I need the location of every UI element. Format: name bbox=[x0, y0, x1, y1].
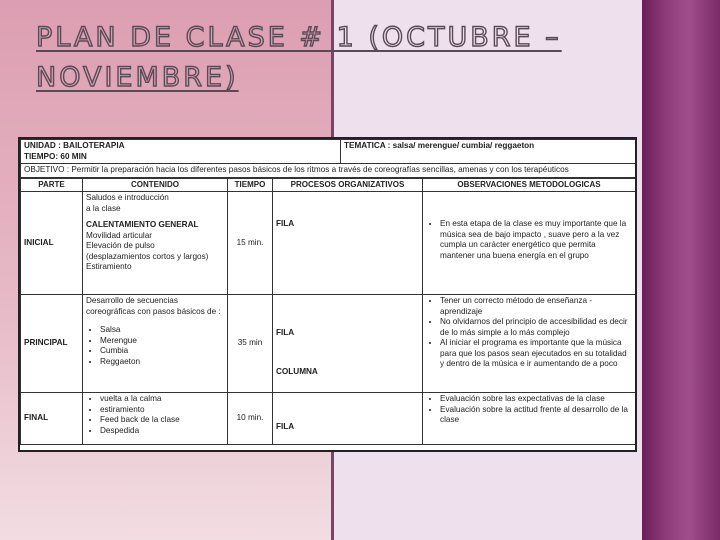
header-contenido: CONTENIDO bbox=[83, 178, 228, 192]
content-line: Saludos e introducción bbox=[86, 193, 169, 202]
proc-text: COLUMNA bbox=[276, 366, 318, 376]
tiempo-final: 10 min. bbox=[228, 393, 273, 445]
tematica-cell: TEMATICA : salsa/ merengue/ cumbia/ reggaeton bbox=[341, 140, 636, 164]
header-tiempo: TIEMPO bbox=[228, 178, 273, 192]
closing-list bbox=[86, 394, 224, 436]
obs-inicial bbox=[423, 192, 636, 295]
list-item: • Salsa bbox=[100, 325, 224, 336]
content-line: a la clase bbox=[86, 203, 121, 213]
lesson-plan-document bbox=[18, 137, 637, 452]
list-item: • vuelta a la calma bbox=[100, 394, 224, 405]
objetivo-text: OBJETIVO : Permitir la preparación hacia los diferentes pasos básicos de los ritmos a través de coreografías sencillas, amenas y con los terapéuticos bbox=[24, 165, 569, 174]
spacer bbox=[276, 193, 419, 219]
obs-list bbox=[426, 394, 632, 426]
rhythm-list bbox=[86, 325, 224, 367]
content-line: Desarrollo de secuencias coreográficas con pasos básicos de : bbox=[86, 296, 221, 316]
list-item: • No olvidarnos del principio de accesibilidad es decir de lo más simple a lo más complejo bbox=[440, 317, 632, 338]
list-item: • estiramiento bbox=[100, 405, 224, 416]
list-item: • Cumbia bbox=[100, 346, 224, 357]
proc-text: FILA bbox=[276, 328, 295, 337]
obs-final bbox=[423, 393, 636, 445]
list-item: • Al iniciar el programa es importante que la música para que los pasos sean ejecutados en su totalidad y dentro de la música e ir aumentando de a poco bbox=[440, 338, 632, 370]
spacer bbox=[86, 317, 224, 325]
lesson-plan-header-table bbox=[20, 139, 636, 178]
slide-title: PLAN DE CLASE # 1 (OCTUBRE – NOVIEMBRE) bbox=[36, 22, 562, 93]
list-item: • Merengue bbox=[100, 336, 224, 347]
header-parte: PARTE bbox=[21, 178, 83, 192]
unidad-text: UNIDAD : BAILOTERAPIA bbox=[24, 141, 125, 150]
proc-final bbox=[273, 393, 423, 445]
content-line: Elevación de pulso bbox=[86, 241, 155, 250]
content-line: (desplazamientos cortos y largos) bbox=[86, 251, 209, 261]
parte-inicial: INICIAL bbox=[21, 192, 83, 295]
lesson-plan-main-table bbox=[20, 178, 636, 446]
obs-list bbox=[426, 219, 632, 261]
list-item: • Evaluación sobre la actitud frente al desarrollo de la clase bbox=[440, 405, 632, 426]
table-row-principal bbox=[21, 295, 636, 393]
parte-final: FINAL bbox=[21, 393, 83, 445]
list-item: • Evaluación sobre las expectativas de la clase bbox=[440, 394, 632, 405]
objetivo-cell bbox=[21, 164, 636, 178]
content-line: CALENTAMIENTO GENERAL bbox=[86, 220, 199, 229]
list-item: • Reggaeton bbox=[100, 357, 224, 368]
proc-inicial bbox=[273, 192, 423, 295]
proc-text: FILA bbox=[276, 422, 295, 431]
header-procesos: PROCESOS ORGANIZATIVOS bbox=[273, 178, 423, 192]
tiempo-principal: 35 min bbox=[228, 295, 273, 393]
contenido-final bbox=[83, 393, 228, 445]
spacer bbox=[276, 394, 419, 422]
background-right-panel bbox=[642, 0, 720, 540]
list-item: • Despedida bbox=[100, 426, 224, 437]
contenido-principal bbox=[83, 295, 228, 393]
obs-principal bbox=[423, 295, 636, 393]
obs-list bbox=[426, 296, 632, 370]
proc-text: FILA bbox=[276, 219, 295, 228]
content-line: Movilidad articular bbox=[86, 230, 152, 240]
content-line: Estiramiento bbox=[86, 262, 132, 271]
table-row-final bbox=[21, 393, 636, 445]
table-row-inicial bbox=[21, 192, 636, 295]
list-item: • Feed back de la clase bbox=[100, 415, 224, 426]
column-header-row bbox=[21, 178, 636, 192]
contenido-inicial bbox=[83, 192, 228, 295]
proc-principal bbox=[273, 295, 423, 393]
parte-principal: PRINCIPAL bbox=[21, 295, 83, 393]
list-item: • Tener un correcto método de enseñanza -aprendizaje bbox=[440, 296, 632, 317]
header-observaciones: OBSERVACIONES METODOLOGICAS bbox=[423, 178, 636, 192]
tiempo-total-text: TIEMPO: 60 MIN bbox=[24, 151, 87, 161]
tiempo-inicial: 15 min. bbox=[228, 192, 273, 295]
unidad-cell bbox=[21, 140, 341, 164]
spacer bbox=[426, 193, 632, 219]
spacer bbox=[276, 296, 419, 328]
spacer bbox=[276, 339, 419, 367]
list-item: • En esta etapa de la clase es muy importante que la música sea de bajo impacto , suave pero a la vez cumpla un carácter energético que permita mantener una buena energía en el grupo bbox=[440, 219, 632, 261]
